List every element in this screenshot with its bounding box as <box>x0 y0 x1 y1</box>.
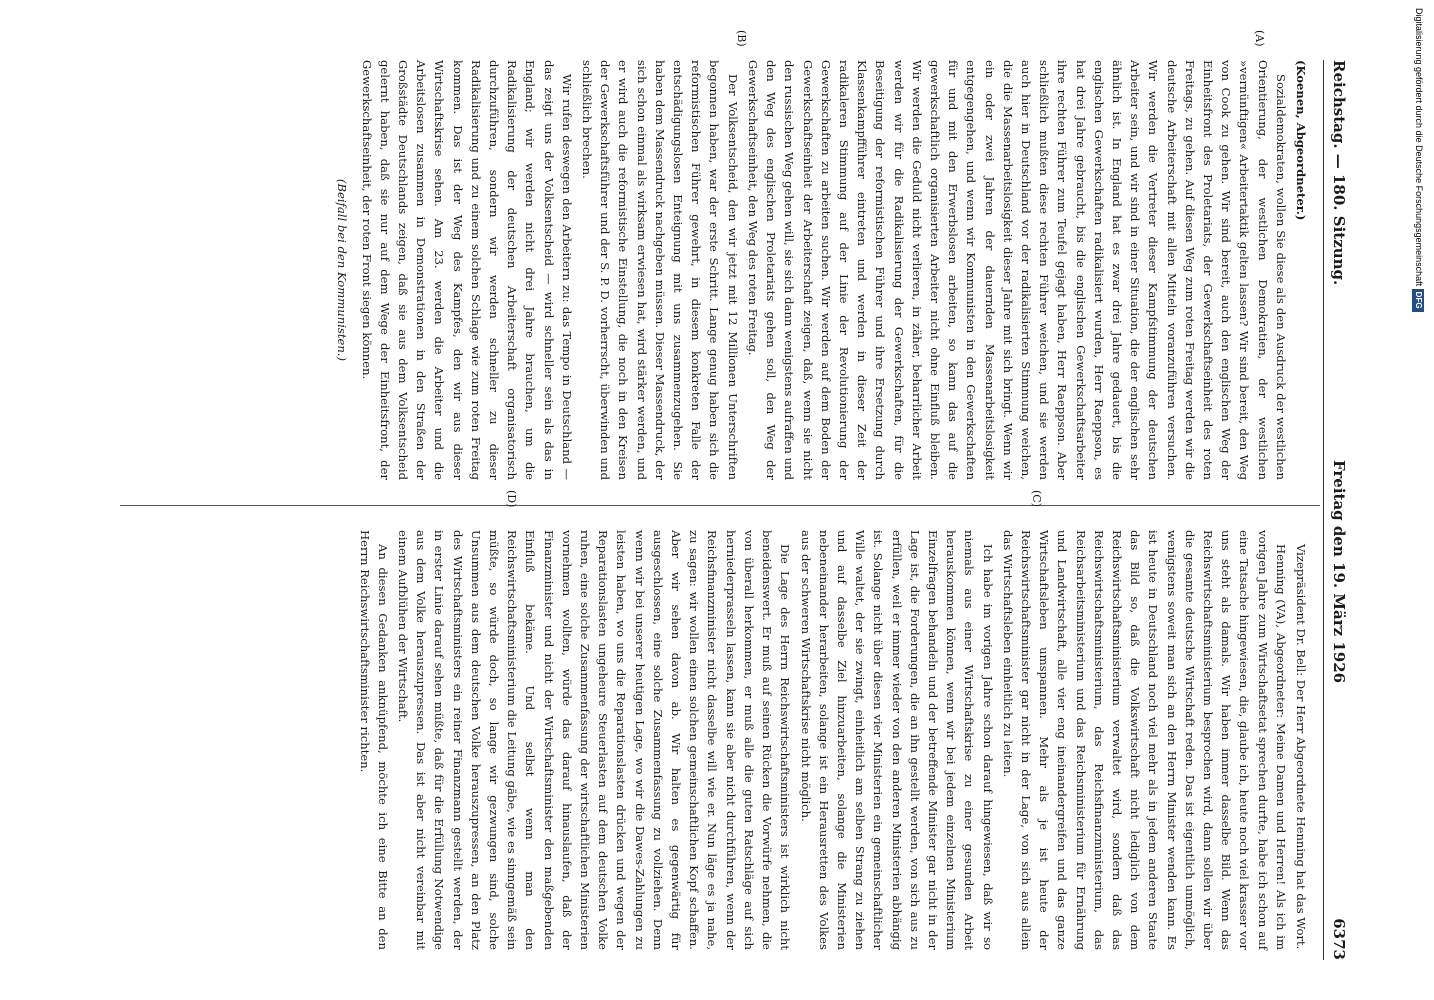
margin-mark-b: (B) <box>735 30 748 47</box>
dfg-logo: DFG <box>1412 289 1424 312</box>
column-divider <box>120 505 1320 506</box>
paragraph: Vizepräsident Dr. Bell: Der Herr Abgeordnete Henning hat das Wort. <box>1294 544 1308 950</box>
paragraph: An diesen Gedanken anknüpfend, möchte ich eine Bitte an den Herrn Reichswirtschaftsminister richten. <box>357 530 390 950</box>
margin-mark-a: (A) <box>1253 30 1266 47</box>
applause-note: (Beifall bei den Kommunisten.) <box>335 178 350 362</box>
funding-banner-text: Digitalisierung gefördert durch die Deutsche Forschungsgemeinschaft <box>1414 8 1424 287</box>
margin-mark-c: (C) <box>1030 490 1043 507</box>
right-column <box>80 490 1310 950</box>
page-number: 6373 <box>1330 918 1348 960</box>
paragraph: Henning (VA), Abgeordneter: Meine Damen und Herren! Als ich im vorigen Jahre zum Wirtschaftsetat sprechen durfte, habe ich schon auf eine Tatsache hingewiesen, die, glaube ich, heute noch viel krasser vor uns steht als damals. Wir haben immer dasselbe Bild. Wenn das Reichswirtschaftsministerium besprochen wird, dann sollen wir über die gesamte deutsche Wirtschaft reden. Das ist eigentlich unmöglich, wenigstens soweit man sich an den Herrn Minister wenden kann. Es ist heute in Deutschland noch viel mehr als in jedem anderen Staate das Bild so, daß die Volkswirtschaft nicht lediglich von dem Reichswirtschaftsministerium verwaltet wird, sondern daß das Reichswirtschaftsministerium, das Reichsfinanzministerium, das Reichsarbeitsministerium und das Reichsministerium für Ernährung und Landwirtschaft, alle vier eng ineinandergreifen und das ganze Wirtschaftsleben umspannen. Mehr als je ist heute der Reichswirtschaftsminister gar nicht in der Lage, von sich aus allein das Wirtschaftsleben einheitlich zu leiten. <box>1000 530 1288 950</box>
margin-mark-d: (D) <box>505 490 518 508</box>
paragraph: Ich habe im vorigen Jahre schon darauf hingewiesen, daß wir so niemals aus einer Wirtschaftskrise zu einer gesunden Arbeit herauskommen können, wenn wir bei jedem einzelnen Ministerium Einzelfragen behandeln und der betreffende Minister gar nicht in der Lage ist, die Forderungen, die an ihn gestellt werden, von sich aus zu erfüllen, weil er immer wieder von den anderen Ministerien abhängig ist. Solange nicht über diesen vier Ministerien ein gemeinschaftlicher Wille waltet, der sie zwingt, einheitlich am selben Strang zu ziehen und auf dasselbe Ziel hinzuarbeiten, solange die Ministerien nebeneinander herarbeiten, solange ist ein Herausretten des Volkes aus der schweren Wirtschaftskrise nicht möglich. <box>798 530 995 950</box>
paragraph: Sozialdemokraten, wollen Sie diese als den Ausdruck der westlichen Orientierung, der westlichen Demokratien, der westlichen »vernünftigen« Arbeitertaktik gelten lassen? Wir sind bereit, den Weg von Cook zu gehen. Wir sind bereit, auch den englischen Weg der Einheitsfront des Proletariats, der Gewerkschaftseinheit des roten Freitags, zu gehen. Auf diesen Weg zum roten Freitag werden wir die deutsche Arbeiterschaft mit allen Mitteln voranzuführen versuchen. Wir werden die Vertreter dieser Kampfstimmung der deutschen Arbeiter sein, und wir sind in einer Situation, die der englischen sehr ähnlich ist. In England hat es zwar drei Jahre gedauert, bis die englischen Gewerkschaften radikalisiert wurden, Herr Raeppson, es hat drei Jahre gebraucht, bis die englischen Gewerkschaftsarbeiter ihre rechten Führer zum Teufel gejagt haben, Herr Raeppson. Aber schließlich mußten diese rechten Führer weichen, und sie werden auch hier in Deutschland vor der radikalisierten Stimmung weichen, die die Massenarbeitslosigkeit dieser Jahre mit sich bringt. Wenn wir ein oder zwei Jahren der dauernden Massenarbeitslosigkeit entgegengehen, und wenn wir Kommunisten in den Gewerkschaften für und mit den Erwerbslosen arbeiten, so kann das auf die gewerkschaftlich organisierten Arbeiter nicht ohne Einfluß bleiben. Wir werden die Geduld nicht verlieren, in zäher, beharrlicher Arbeit werden wir für die Radikalisierung der Gewerkschaften, für die Beseitigung der reformistischen Führer und ihre Ersetzung durch Klassenkampfführer eintreten und werden in dieser Zeit der radikaleren Stimmung auf der Linie der Revolutionierung der Gewerkschaften zu arbeiten suchen. Wir werden auf dem Boden der Gewerkschaftseinheit der Arbeiterschaft zeigen, daß, wenn sie nicht den russischen Weg gehen will, sie sich dann wenigstens aufraffen und den Weg des englischen Proletariats gehen soll, den Weg der Gewerkschaftseinheit, den Weg des roten Freitag. <box>745 60 1288 480</box>
paragraph: Die Lage des Herrn Reichswirtschaftsministers ist wirklich nicht beneidenswert. Er muß auf seinen Rücken die Vorwürfe nehmen, die von überall herkommen, er muß alle die guten Ratschläge auf sich herniederprasseln lassen, kann sie aber nicht durchführen, wenn der Reichsfinanzminister nicht dasselbe will wie er. Nun läge es ja nahe, zu sagen: wir wollen einen solchen gemeinschaftlichen Kopf schaffen. Aber wir sehen davon ab. Wir halten es gegenwärtig für ausgeschlossen, eine solche Zusammenfassung zu vollziehen. Denn wenn wir bei unserer heutigen Lage, wo wir die Dawes-Zahlungen zu leisten haben, wo uns die Reparationslasten drücken und wegen der Reparationslasten ungeheure Steuerlasten auf dem deutschen Volke ruhen, eine solche Zusammenfassung der wirtschaftlichen Ministerien vornehmen wollten, würde das darauf hinauslaufen, daß der Finanzminister und nicht der Wirtschaftsminister den maßgebenden Einfluß bekäme. Und selbst wenn man den Reichswirtschaftsministerium die Leitung gäbe, wie es sinngemäß sein müßte, so würde doch, so lange wir gezwungen sind, solche Unsummen aus dem deutschen Volke herauszupressen, an den Platz des Wirtschaftsministers ein reiner Finanzmann gestellt werden, der in erster Linie darauf sehen müßte, daß für die Erfüllung Notwendige aus dem Volke herauszupressen. Das ist aber nicht vereinbar mit einem Aufblühen der Wirtschaft. <box>396 530 793 950</box>
page-header <box>1323 60 1350 960</box>
paragraph: Der Volksentscheid, den wir jetzt mit 12 Millionen Unterschriften begonnen haben, war der erste Schritt. Lange genug haben sich die reformistischen Führer gewehrt, in diesem konkreten Falle der entschädigungslosen Enteignung mit uns zusammenzugehen. Sie haben dem Massendruck nachgeben müssen. Dieser Massendruck, der sich schon einmal als wirksam erwiesen hat, wird stärker werden, und er wird auch die reformistische Einstellung, die noch in den Kreisen der Gewerkschaftsführer und der S. P. D. vorherrscht, überwinden und schließlich brechen. <box>580 60 740 480</box>
paragraph: Wir rufen deswegen den Arbeitern zu: das Tempo in Deutschland — das zeigt uns der Volksentscheid — wird schneller sein als das in England; wir werden nicht drei Jahre brauchen, um die Radikalisierung der deutschen Arbeiterschaft organisatorisch durchzuführen, sondern wir werden schneller zu dieser Radikalisierung und zu einem solchen Schlage wie zum roten Freitag kommen. Das ist der Weg des Kampfes, den wir aus dieser Wirtschaftskrise sehen. Am 23. werden die Arbeiter und die Arbeitslosen zusammen in Demonstrationen in den Straßen der Großstädte Deutschlands zeigen, daß sie aus dem Volksentscheid gelernt haben, daß sie nur auf dem Wege der Einheitsfront, der Gewerkschaftseinheit, der roten Front siegen können. <box>359 60 574 480</box>
speaker-line: (Koenen, Abgeordneter.) <box>1294 60 1308 221</box>
left-column <box>80 30 1310 480</box>
header-session: Reichstag. — 180. Sitzung. <box>1330 60 1348 286</box>
header-date: Freitag den 19. März 1926 <box>1330 460 1348 684</box>
rotated-page-content <box>50 30 1350 960</box>
funding-banner <box>1410 8 1428 988</box>
